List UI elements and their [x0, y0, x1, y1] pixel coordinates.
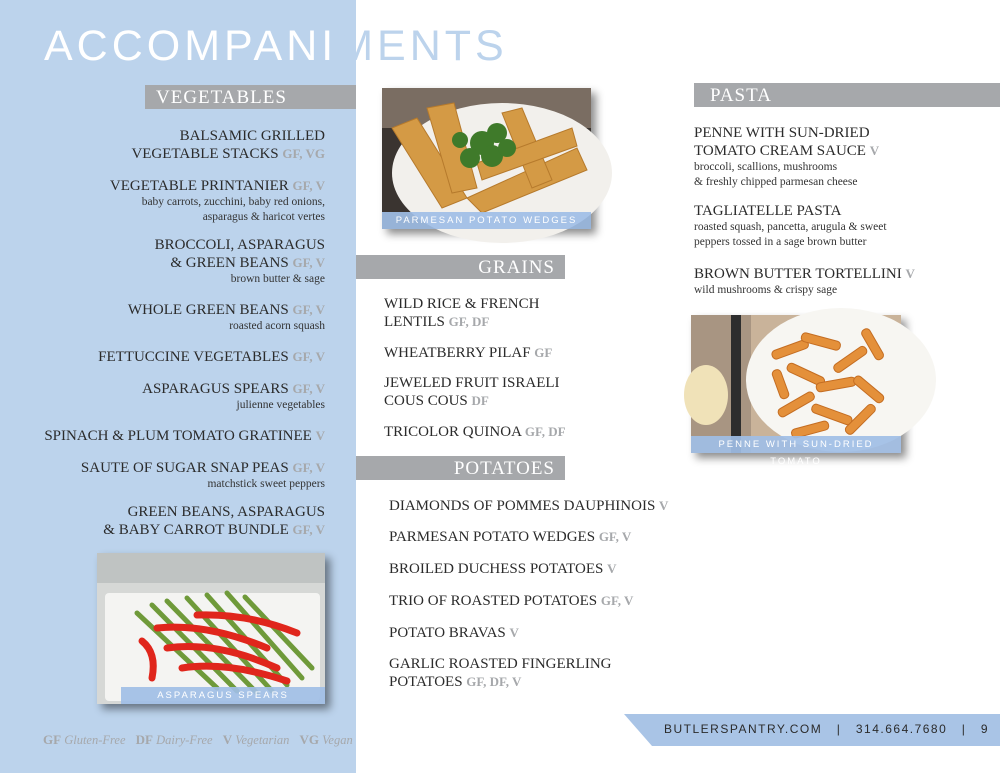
wedges-photo — [382, 88, 591, 229]
vegetables-header — [145, 85, 356, 109]
item-description: julienne vegetables — [236, 399, 325, 411]
potatoes-header — [356, 456, 565, 480]
potato-item — [389, 497, 679, 515]
item-name: TRIO OF ROASTED POTATOES — [389, 593, 598, 609]
grain-item — [384, 423, 664, 441]
item-name: TAGLIATELLE PASTA — [694, 203, 842, 219]
item-name: ASPARAGUS SPEARS — [142, 381, 289, 397]
item-name: GREEN BEANS, ASPARAGUS — [127, 504, 325, 520]
vegetable-item — [5, 128, 325, 163]
diet-tags: V — [607, 561, 617, 576]
diet-tags: GF, DF — [524, 424, 566, 439]
diet-tags: GF, V — [292, 178, 325, 193]
page-title-part2: MENTS — [337, 22, 508, 70]
diet-tags: GF, V — [292, 302, 325, 317]
item-description: peppers tossed in a sage brown butter — [694, 236, 867, 248]
wedges-image — [382, 88, 591, 229]
item-name: POTATO BRAVAS — [389, 625, 506, 641]
pasta-header-label: PASTA — [710, 85, 772, 106]
grain-item — [384, 344, 664, 362]
item-name: PENNE WITH SUN-DRIED — [694, 125, 870, 141]
potato-item — [389, 592, 679, 610]
item-name: WHEATBERRY PILAF — [384, 345, 531, 361]
vegetable-item — [5, 237, 325, 287]
footer-separator: | — [836, 722, 842, 736]
legend-code: DF — [135, 732, 153, 747]
pasta-item — [694, 203, 994, 250]
potato-item — [389, 560, 679, 578]
item-name: TRICOLOR QUINOA — [384, 424, 522, 440]
item-description: asparagus & haricot vertes — [202, 211, 325, 223]
footer-contact — [664, 722, 989, 736]
footer-banner — [624, 714, 1000, 746]
diet-tags: GF, V — [292, 522, 325, 537]
page-title — [44, 22, 508, 71]
vegetables-header-label: VEGETABLES — [156, 87, 287, 108]
item-name: SAUTE OF SUGAR SNAP PEAS — [80, 460, 289, 476]
page-number: 9 — [980, 722, 990, 736]
legend-code: V — [222, 732, 233, 747]
pasta-item — [694, 125, 994, 190]
grains-header-label: GRAINS — [478, 257, 555, 278]
penne-photo — [691, 315, 901, 467]
vegetable-item — [5, 348, 325, 366]
legend-code: GF — [43, 732, 62, 747]
item-name: SPINACH & PLUM TOMATO GRATINEE — [44, 428, 312, 444]
potato-item — [389, 528, 679, 546]
item-name: TOMATO CREAM SAUCE — [694, 143, 866, 159]
item-name: WHOLE GREEN BEANS — [127, 302, 289, 318]
item-name: COUS COUS — [384, 393, 468, 409]
pasta-header — [694, 83, 1000, 107]
legend-code: VG — [299, 732, 320, 747]
item-name: POTATOES — [389, 674, 463, 690]
item-name: WILD RICE & FRENCH — [384, 296, 540, 312]
legend-label: Vegan — [322, 733, 353, 747]
diet-tags: GF, V — [292, 255, 325, 270]
item-name: VEGETABLE PRINTANIER — [109, 178, 289, 194]
diet-tags: V — [869, 143, 880, 158]
diet-tags: V — [659, 498, 669, 513]
diet-tags: V — [905, 266, 915, 281]
diet-tags: GF, V — [292, 381, 325, 396]
item-name: VEGETABLE STACKS — [131, 146, 279, 162]
vegetable-item — [5, 301, 325, 334]
diet-tags: GF, V — [600, 593, 634, 608]
item-name: GARLIC ROASTED FINGERLING — [389, 656, 612, 672]
diet-tags: GF, VG — [282, 146, 325, 161]
item-description: roasted squash, pancetta, arugula & sweet — [694, 221, 887, 233]
item-description: roasted acorn squash — [229, 320, 325, 332]
penne-caption: PENNE WITH SUN-DRIED TOMATO — [691, 436, 901, 453]
item-name: BROCCOLI, ASPARAGUS — [154, 237, 325, 253]
diet-tags: GF, DF — [448, 314, 490, 329]
item-description: wild mushrooms & crispy sage — [694, 284, 838, 296]
pasta-item — [694, 265, 994, 298]
footer-phone[interactable]: 314.664.7680 — [855, 722, 948, 736]
diet-tags: V — [315, 428, 325, 443]
asparagus-caption: ASPARAGUS SPEARS — [121, 687, 325, 704]
item-name: & BABY CARROT BUNDLE — [103, 522, 289, 538]
diet-tags: GF, V — [292, 460, 325, 475]
item-name: BROWN BUTTER TORTELLINI — [694, 266, 902, 282]
item-name: JEWELED FRUIT ISRAELI — [384, 375, 560, 391]
item-description: matchstick sweet peppers — [207, 478, 325, 490]
item-name: BALSAMIC GRILLED — [179, 128, 325, 144]
item-description: & freshly chipped parmesan cheese — [694, 176, 858, 188]
vegetable-item — [0, 427, 325, 445]
potatoes-header-label: POTATOES — [453, 458, 555, 479]
legend-label: Dairy-Free — [156, 733, 213, 747]
grain-item — [384, 296, 664, 331]
vegetable-item — [5, 177, 325, 225]
item-name: FETTUCCINE VEGETABLES — [98, 349, 289, 365]
vegetable-item — [5, 380, 325, 413]
footer-website[interactable]: BUTLERSPANTRY.COM — [664, 722, 823, 736]
vegetable-item — [5, 459, 325, 492]
item-description: baby carrots, zucchini, baby red onions, — [141, 196, 325, 208]
penne-image — [691, 315, 901, 453]
diet-legend — [43, 732, 360, 748]
legend-label: Gluten-Free — [64, 733, 126, 747]
footer-separator: | — [961, 722, 967, 736]
diet-tags: GF, V — [292, 349, 325, 364]
legend-label: Vegetarian — [235, 733, 290, 747]
asparagus-image — [97, 553, 325, 704]
item-name: BROILED DUCHESS POTATOES — [389, 561, 604, 577]
item-name: DIAMONDS OF POMMES DAUPHINOIS — [389, 498, 656, 514]
vegetable-item — [5, 504, 325, 539]
diet-tags: V — [509, 625, 519, 640]
potato-item — [389, 656, 679, 691]
wedges-caption: PARMESAN POTATO WEDGES — [382, 212, 591, 229]
item-description: broccoli, scallions, mushrooms — [694, 161, 838, 173]
item-name: LENTILS — [384, 314, 445, 330]
potato-item — [389, 624, 679, 642]
page-title-part1: ACCOMPANI — [44, 22, 338, 70]
item-description: brown butter & sage — [230, 273, 325, 285]
grain-item — [384, 375, 664, 410]
grains-header — [356, 255, 565, 279]
diet-tags: GF — [534, 345, 553, 360]
diet-tags: DF — [471, 393, 489, 408]
item-name: & GREEN BEANS — [170, 255, 289, 271]
diet-tags: GF, V — [598, 529, 632, 544]
diet-tags: GF, DF, V — [466, 674, 522, 689]
item-name: PARMESAN POTATO WEDGES — [389, 529, 596, 545]
asparagus-photo — [97, 553, 325, 704]
